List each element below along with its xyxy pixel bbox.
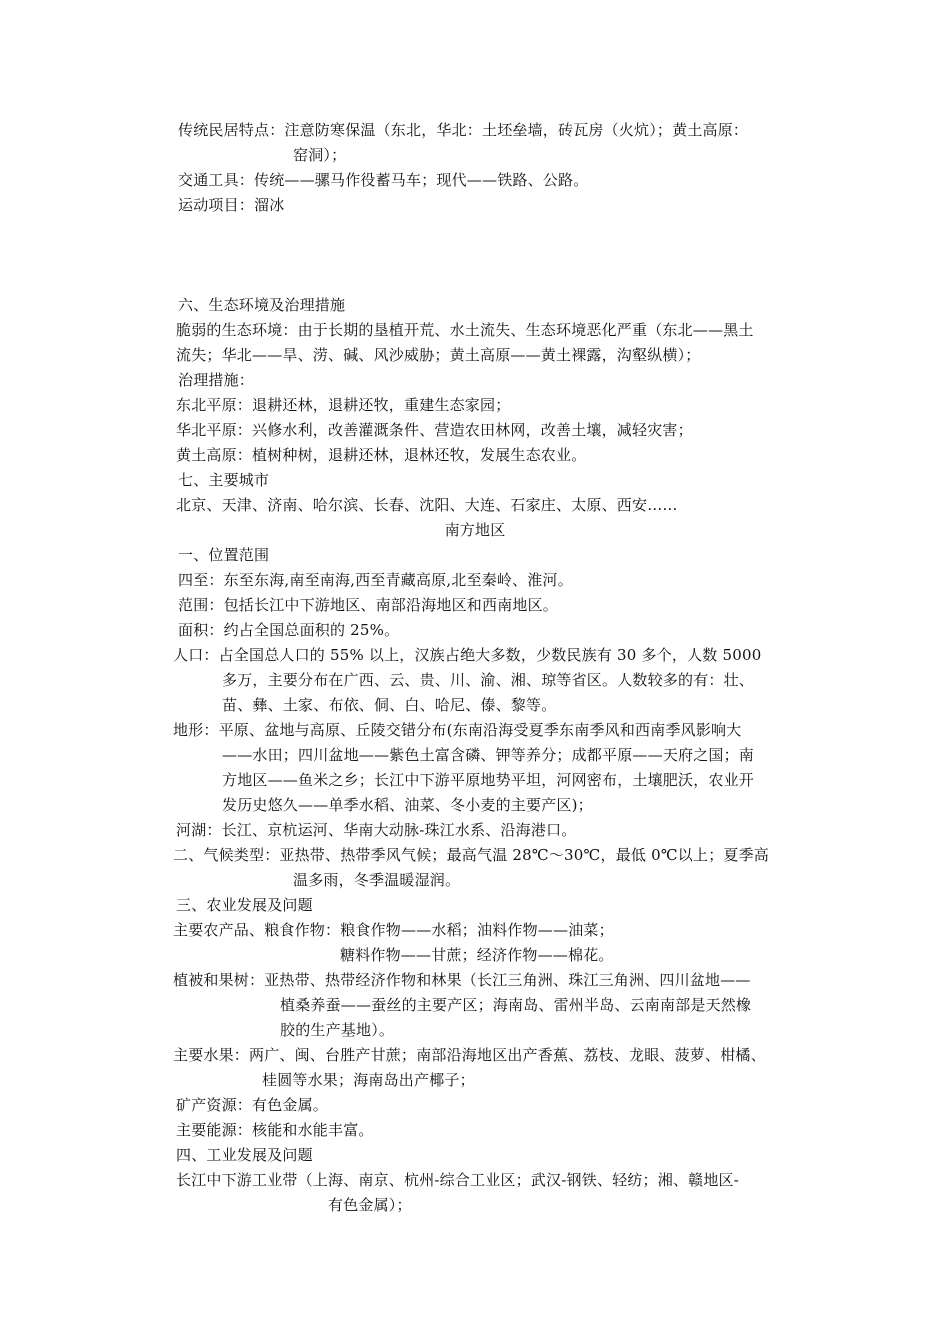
text-line: 长江中下游工业带（上海、南京、杭州-综合工业区；武汉-钢铁、轻纺；湘、赣地区- [176,1171,740,1189]
text-line: 流失；华北——旱、涝、碱、风沙威胁；黄土高原——黄土裸露，沟壑纵横）； [176,346,701,364]
text-line: 有色金属）； [328,1196,412,1214]
text-line: 多万，主要分布在广西、云、贵、川、渝、湘、琼等省区。人数较多的有：壮、 [222,671,755,689]
text-line: 河湖：长江、京杭运河、华南大动脉-珠江水系、沿海港口。 [176,821,577,839]
text-line: 方地区——鱼米之乡；长江中下游平原地势平坦，河网密布，土壤肥沃，农业开 [222,771,755,789]
text-line: 运动项目：溜冰 [178,196,285,214]
text-line: 窑洞）； [293,146,347,164]
text-line: 脆弱的生态环境：由于长期的垦植开荒、水土流失、生态环境恶化严重（东北——黑土 [176,321,754,339]
text-line: 传统民居特点：注意防寒保温（东北，华北：土坯垒墙，砖瓦房（火炕）；黄土高原： [178,121,749,139]
section-heading: 一、位置范围 [178,546,270,564]
text-line: 人口：占全国总人口的 55% 以上，汉族占绝大多数，少数民族有 30 多个，人数 5000 [173,646,762,664]
text-line: 面积：约占全国总面积的 25%。 [178,621,400,639]
text-line: 主要农产品、粮食作物：粮食作物——水稻；油料作物——油菜； [173,921,614,939]
text-line: 地形：平原、盆地与高原、丘陵交错分布(东南沿海受夏季东南季风和西南季风影响大 [173,721,742,739]
text-line: 胶的生产基地）。 [280,1021,395,1039]
text-line: 交通工具：传统——骡马作役蓄马车；现代——铁路、公路。 [178,171,589,189]
text-line: 苗、彝、土家、布依、侗、白、哈尼、傣、黎等。 [222,696,557,714]
region-title: 南方地区 [444,521,506,539]
text-line: ——水田；四川盆地——紫色土富含磷、钾等养分；成都平原——天府之国；南 [222,746,755,764]
text-line: 桂圆等水果；海南岛出产椰子； [262,1071,475,1089]
text-line: 植被和果树：亚热带、热带经济作物和林果（长江三角洲、珠江三角洲、四川盆地—— [173,971,751,989]
text-line: 东北平原：退耕还林，退耕还牧，重建生态家园； [176,396,511,414]
text-line: 植桑养蚕——蚕丝的主要产区；海南岛、雷州半岛、云南南部是天然橡 [280,996,752,1014]
text-line: 华北平原：兴修水利，改善灌溉条件、营造农田林网，改善土壤，减轻灾害； [176,421,693,439]
text-line: 范围：包括长江中下游地区、南部沿海地区和西南地区。 [178,596,559,614]
section-heading: 七、主要城市 [178,471,270,489]
text-line: 糖料作物——甘蔗；经济作物——棉花。 [340,946,614,964]
text-line: 主要能源：核能和水能丰富。 [176,1121,374,1139]
section-heading: 二、气候类型：亚热带、热带季风气候；最高气温 28℃～30℃，最低 0℃以上；夏季高 [173,846,769,864]
text-line: 北京、天津、济南、哈尔滨、长春、沈阳、大连、石家庄、太原、西安…… [176,496,678,514]
text-line: 矿产资源：有色金属。 [176,1096,329,1114]
text-line: 温多雨，冬季温暖湿润。 [293,871,461,889]
section-heading: 四、工业发展及问题 [176,1146,313,1164]
text-line: 四至：东至东海,南至南海,西至青藏高原,北至秦岭、淮河。 [178,571,573,589]
text-line: 黄土高原：植树种树，退耕还林，退林还牧，发展生态农业。 [176,446,587,464]
text-line: 主要水果：两广、闽、台胜产甘蔗；南部沿海地区出产香蕉、荔枝、龙眼、菠萝、柑橘、 [173,1046,766,1064]
section-heading: 三、农业发展及问题 [176,896,313,914]
text-line: 治理措施： [178,371,255,389]
section-heading: 六、生态环境及治理措施 [178,296,346,314]
text-line: 发历史悠久——单季水稻、油菜、冬小麦的主要产区)； [222,796,593,814]
